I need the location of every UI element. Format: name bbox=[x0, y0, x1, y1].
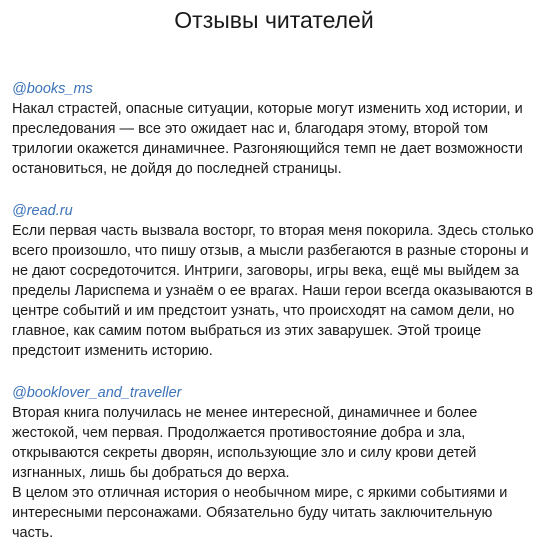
review-author-link[interactable]: @books_ms bbox=[12, 81, 93, 97]
review-item bbox=[12, 79, 536, 179]
review-text: Если первая часть вызвала восторг, то вторая меня покорила. Здесь столько всего произошло, что пишу отзыв, а мысли разбегаются в разные стороны и не дают сосредоточится. Интриги, заговоры, игры века, ещё мы выйдем за пределы Лариспема и узнаём о ее врагах. Наши герои всегда оказываются в центре событий и им предстоит узнать, что происходят на самом дели, но главное, как самим потом выбраться из этих заварушек. Этой троице предстоит изменить историю. bbox=[12, 223, 534, 359]
review-author-link[interactable]: @read.ru bbox=[12, 203, 73, 219]
review-text: В целом это отличная история о необычном мире, с яркими событиями и интересными персонажами. Обязательно буду читать заключительную часть. bbox=[12, 485, 508, 541]
review-item bbox=[12, 201, 536, 361]
review-text: Накал страстей, опасные ситуации, которые могут изменить ход истории, и преследования — все это ожидает нас и, благодаря этому, второй том трилогии окажется динамичнее. Разгоняющийся темп не дает возможности остановиться, не дойдя до последней страницы. bbox=[12, 101, 523, 177]
review-author-link[interactable]: @booklover_and_traveller bbox=[12, 385, 182, 401]
review-text: Вторая книга получилась не менее интересной, динамичнее и более жестокой, чем первая. Продолжается противостояние добра и зла, открываются секреты дворян, использующие зло и силу крови детей изгнанных, лишь бы добраться до верха. bbox=[12, 405, 478, 481]
review-item bbox=[12, 383, 536, 543]
page-title: Отзывы читателей bbox=[174, 7, 374, 33]
reviews-list bbox=[12, 79, 536, 543]
